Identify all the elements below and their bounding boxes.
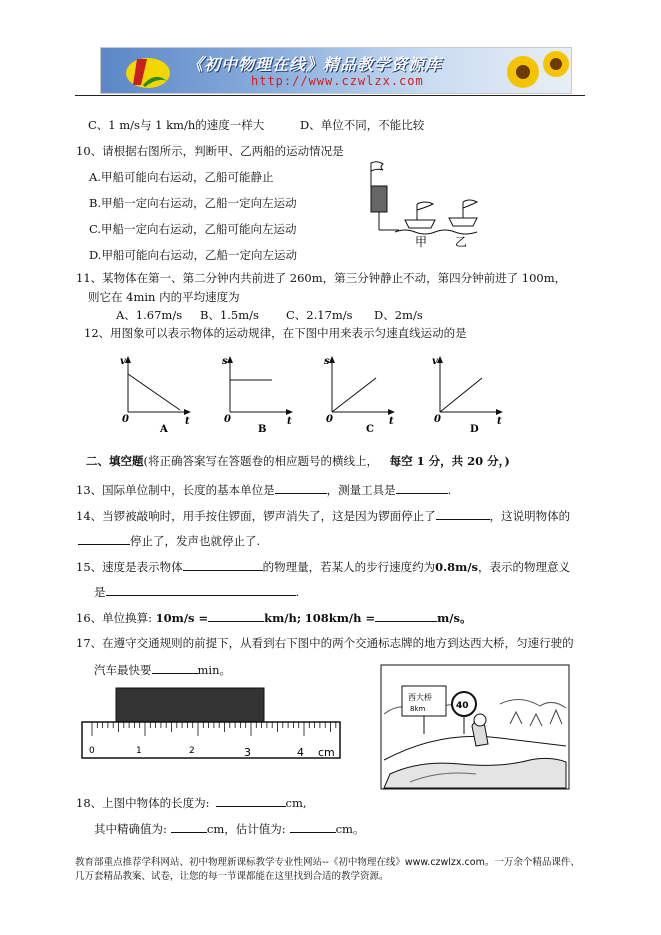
section2-note: (将正确答案写在答题卷的相应题号的横线上， bbox=[143, 454, 378, 468]
q13-text-a: 13、国际单位制中，长度的基本单位是 bbox=[76, 483, 275, 497]
ruler-diagram bbox=[80, 684, 345, 764]
q15-text-a: 15、速度是表示物体 bbox=[76, 560, 183, 574]
graph-d bbox=[432, 356, 503, 435]
motion-graphs bbox=[110, 350, 510, 435]
graph-a bbox=[120, 356, 191, 435]
banner-title: 《初中物理在线》精品教学资源库 bbox=[187, 55, 443, 74]
q15-text-b: 的物理量，若某人的步行速度约为 bbox=[262, 560, 436, 574]
q18-line1 bbox=[76, 795, 307, 810]
q14-text-c: 停止了，发声也就停止了. bbox=[130, 534, 261, 548]
q17-text-b: 汽车最快要 bbox=[94, 663, 152, 677]
q17-text-c: min。 bbox=[197, 663, 231, 677]
graph-a-y-axis: v bbox=[120, 356, 126, 367]
banner-url[interactable]: http://www.czwlzx.com bbox=[251, 74, 424, 88]
q14-line1 bbox=[76, 508, 570, 523]
section2-header bbox=[86, 454, 510, 468]
graph-a-label: A bbox=[160, 424, 168, 435]
q11-option-a: A、1.67m/s bbox=[116, 308, 183, 322]
q18-unit-3: cm。 bbox=[335, 822, 365, 836]
q15-line1 bbox=[76, 559, 570, 574]
q14-blank-2[interactable] bbox=[78, 533, 130, 545]
q10-stem: 10、请根据右图所示，判断甲、乙两船的运动情况是 bbox=[76, 144, 344, 158]
graph-b-x-axis: t bbox=[287, 416, 292, 427]
q14-text-a: 14、当锣被敲响时，用手按住锣面，锣声消失了，这是因为锣面停止了 bbox=[76, 509, 436, 523]
q18-blank-3[interactable] bbox=[290, 821, 336, 833]
q15-text-e: . bbox=[295, 585, 300, 599]
q13-text-b: ，测量工具是 bbox=[326, 483, 396, 497]
q13-text-c: . bbox=[447, 483, 452, 497]
q13-blank-1[interactable] bbox=[275, 482, 327, 494]
q15-line2 bbox=[94, 584, 299, 599]
graph-b bbox=[222, 356, 293, 435]
graph-c-y-axis: s bbox=[324, 356, 330, 367]
ruler-tick-0: 0 bbox=[89, 746, 95, 756]
q11-line2: 则它在 4min 内的平均速度为 bbox=[88, 290, 240, 304]
sign-speed-limit: 40 bbox=[456, 701, 469, 711]
ruler-tick-2: 2 bbox=[189, 746, 195, 756]
section2-title: 二、填空题 bbox=[86, 454, 144, 468]
footer-line-2: 几万套精品教案、试卷，让您的每一节课都能在这里找到合适的教学资源。 bbox=[75, 871, 389, 882]
q9-option-d: D、单位不同，不能比较 bbox=[300, 118, 425, 132]
graph-a-origin: 0 bbox=[122, 414, 129, 425]
q16-value-2: 108km/h = bbox=[304, 611, 376, 625]
q18-unit-2: cm，估计值为: bbox=[206, 822, 286, 836]
q16-blank-1[interactable] bbox=[208, 610, 264, 622]
boat-label-jia: 甲 bbox=[415, 235, 428, 249]
header-divider bbox=[75, 95, 585, 96]
graph-d-label: D bbox=[470, 424, 479, 435]
graph-a-x-axis: t bbox=[185, 416, 190, 427]
q15-blank-2[interactable] bbox=[106, 584, 296, 596]
q17-blank[interactable] bbox=[152, 662, 198, 674]
q16-text-a: 16、单位换算: bbox=[76, 611, 153, 625]
q15-blank-1[interactable] bbox=[183, 559, 263, 571]
q18-blank-1[interactable] bbox=[216, 795, 286, 807]
q18-line2 bbox=[94, 821, 364, 836]
graph-d-y-axis: v bbox=[432, 356, 438, 367]
graph-c-x-axis: t bbox=[389, 416, 394, 427]
graph-c-label: C bbox=[366, 424, 374, 435]
boats-diagram bbox=[355, 158, 485, 258]
q11-option-c: C、2.17m/s bbox=[286, 308, 353, 322]
q17-line2 bbox=[94, 662, 231, 677]
graph-c-origin: 0 bbox=[326, 414, 333, 425]
graph-d-x-axis: t bbox=[497, 416, 502, 427]
q10-option-d: D.甲船可能向右运动，乙船一定向左运动 bbox=[89, 248, 297, 262]
logo-icon bbox=[123, 51, 173, 91]
graph-b-origin: 0 bbox=[224, 414, 231, 425]
q15-text-d: 是 bbox=[94, 585, 106, 599]
sign-distance: 8km bbox=[410, 705, 426, 713]
q18-text-a: 18、上图中物体的长度为: bbox=[76, 796, 210, 810]
graph-b-y-axis: s bbox=[222, 356, 228, 367]
ruler-tick-4: 4 bbox=[297, 746, 304, 759]
graph-b-label: B bbox=[258, 424, 267, 435]
q15-text-c: ，表示的物理意义 bbox=[478, 560, 570, 574]
q18-text-b: 其中精确值为: bbox=[94, 822, 167, 836]
q11-option-d: D、2m/s bbox=[374, 308, 423, 322]
sunflower-icon bbox=[501, 48, 571, 93]
measured-object bbox=[116, 688, 264, 722]
q18-blank-2[interactable] bbox=[171, 821, 207, 833]
q11-option-b: B、1.5m/s bbox=[200, 308, 259, 322]
q13 bbox=[76, 482, 451, 497]
footer-line-1: 教育部重点推荐学科网站、初中物理新课标教学专业性网站--《初中物理在线》www.czwlzx.com。一万余个精品课件、 bbox=[75, 857, 580, 868]
q18-unit-1: cm, bbox=[285, 796, 307, 810]
q12-stem: 12、用图象可以表示物体的运动规律，在下图中用来表示匀速直线运动的是 bbox=[84, 326, 467, 340]
q10-option-c: C.甲船一定向右运动，乙船可能向左运动 bbox=[89, 222, 297, 236]
ruler-unit: cm bbox=[318, 746, 335, 759]
q13-blank-2[interactable] bbox=[396, 482, 448, 494]
q9-option-c: C、1 m/s与 1 km/h的速度一样大 bbox=[88, 118, 265, 132]
q11-line1: 11、某物体在第一、第二分钟内共前进了 260m，第三分钟静止不动，第四分钟前进了 100m， bbox=[76, 271, 567, 285]
traffic-sign-scene bbox=[380, 664, 570, 790]
ruler-tick-1: 1 bbox=[136, 746, 142, 756]
q10-option-a: A.甲船可能向右运动，乙船可能静止 bbox=[89, 170, 274, 184]
q16-value-1: 10m/s = bbox=[155, 611, 209, 625]
header-banner bbox=[100, 47, 572, 94]
graph-c bbox=[324, 356, 395, 435]
boat-label-yi: 乙 bbox=[455, 235, 468, 249]
q16-unit-2: m/s。 bbox=[437, 611, 472, 625]
q16-blank-2[interactable] bbox=[375, 610, 437, 622]
section2-score: 每空 1 分，共 20 分，) bbox=[389, 454, 510, 468]
q14-line2 bbox=[78, 533, 260, 548]
q15-speed: 0.8m/s bbox=[435, 560, 478, 574]
q16-unit-1: km/h; bbox=[264, 611, 302, 625]
ruler-tick-3: 3 bbox=[244, 746, 251, 759]
q17-line1: 17、在遵守交通规则的前提下，从看到右下图中的两个交通标志牌的地方到达西大桥，匀速行驶的 bbox=[76, 636, 574, 650]
q16 bbox=[76, 610, 471, 625]
sign-place: 西大桥 bbox=[408, 693, 432, 702]
q10-option-b: B.甲船一定向右运动，乙船一定向左运动 bbox=[89, 196, 297, 210]
graph-d-origin: 0 bbox=[434, 414, 441, 425]
q14-text-b: ，这说明物体的 bbox=[489, 509, 571, 523]
q14-blank-1[interactable] bbox=[436, 508, 490, 520]
